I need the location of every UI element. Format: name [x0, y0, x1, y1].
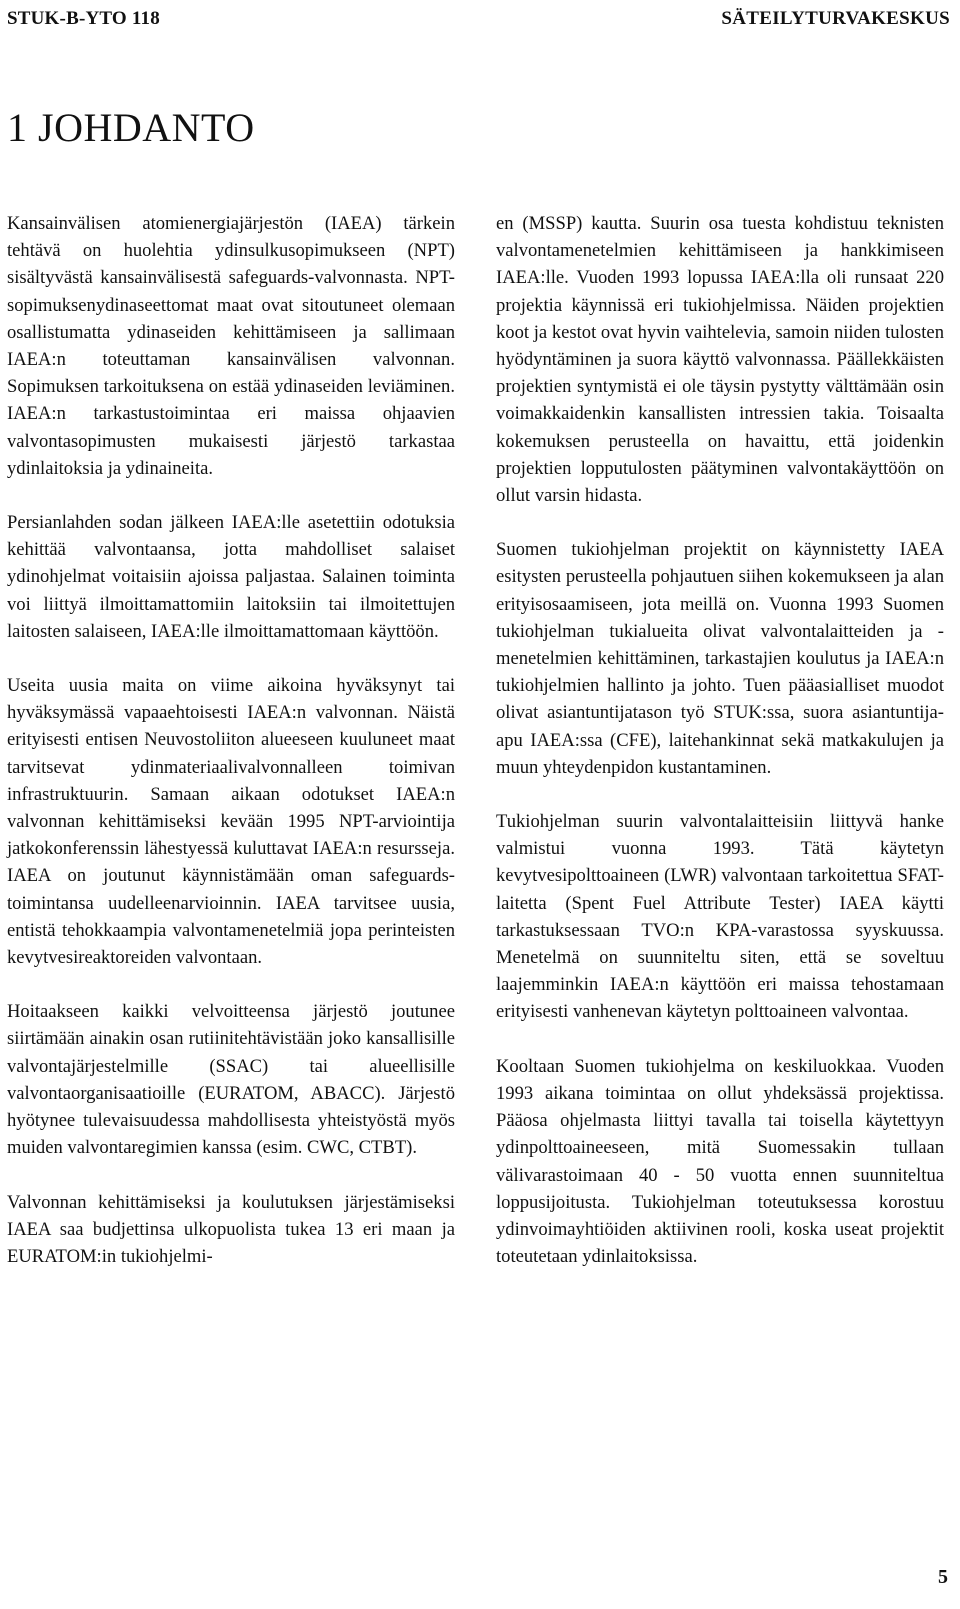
- running-header-report-code: STUK-B-YTO 118: [7, 8, 160, 29]
- paragraph-left-3: Useita uusia maita on viime aikoina hyväksynyt tai hyväksymässä vapaaehtoisesti IAEA:n valvonnan. Näistä erityisesti entisen Neuvostoliiton alueeseen kuuluneet maat tarvitsevat ydinmateriaalivalvonnalleen toimivan infrastruktuurin. Samaan aikaan odotukset IAEA:n valvonnan kehittämiseksi kevään 1995 NPT-arviointija jatkokonferenssin lähestyessä kuluttavat IAEA:n resursseja. IAEA on joutunut käynnistämään oman safeguards-toimintansa uudelleenarvioinnin. IAEA tarvitsee uusia, entistä tehokkaampia valvontamenetelmiä jopa perinteisten kevytvesireaktoreiden valvontaan.: [7, 675, 455, 969]
- section-heading: 1 JOHDANTO: [7, 105, 255, 150]
- paragraph-left-2: Persianlahden sodan jälkeen IAEA:lle asetettiin odotuksia kehittää valvontaansa, jotta mahdolliset salaiset ydinohjelmat voitaisiin ajoissa paljastaa. Salainen toiminta voi liittyä ilmoittamattomiin laitoksiin tai ilmoitettujen laitosten salaiseen, IAEA:lle ilmoittamattomaan käyttöön.: [7, 512, 455, 642]
- running-header-publisher: SÄTEILYTURVAKESKUS: [721, 8, 950, 29]
- page-number: 5: [938, 1566, 948, 1588]
- paragraph-left-5: Valvonnan kehittämiseksi ja koulutuksen järjestämiseksi IAEA saa budjettinsa ulkopuolista tukea 13 eri maan ja EURATOM:in tukiohjelmi-: [7, 1191, 455, 1267]
- paragraph-right-1: en (MSSP) kautta. Suurin osa tuesta kohdistuu teknisten valvontamenetelmien kehittämiseen ja hankkimiseen IAEA:lle. Vuoden 1993 lopussa IAEA:lla oli runsaat 220 projektia käynnissä eri tukiohjelmissa. Näiden projektien koot ja kestot ovat hyvin vaihtelevia, samoin niiden tulosten hyödyntäminen ja suora käyttö valvonnassa. Päällekkäisten projektien syntymistä ei ole täysin pystytty välttämään osin voimakkaidenkin kansallisten intressien takia. Toisaalta kokemuksen perusteella on havaittu, että joidenkin projektien lopputulosten päätyminen valvontakäyttöön on ollut varsin hidasta.: [496, 213, 944, 507]
- paragraph-left-1: Kansainvälisen atomienergiajärjestön (IAEA) tärkein tehtävä on huolehtia ydinsulkusopimukseen (NPT) sisältyvästä kansainvälisestä safeguards-valvonnasta. NPT-sopimuksenydinaseettomat maat ovat sitoutuneet olemaan osallistumatta ydinaseiden kehittämiseen ja sallimaan IAEA:n toteuttaman kansainvälisen valvonnan. Sopimuksen tarkoituksena on estää ydinaseiden leviäminen. IAEA:n tarkastustoimintaa eri maissa ohjaavien valvontasopimusten mukaisesti järjestö tarkastaa ydinlaitoksia ja ydinaineita.: [7, 213, 455, 479]
- left-text-column: [7, 210, 455, 1297]
- right-text-column: [496, 210, 944, 1297]
- paragraph-right-2: Suomen tukiohjelman projektit on käynnistetty IAEA esitysten perusteella pohjautuen siihen kokemukseen ja alan erityisosaamiseen, jota meillä on. Vuonna 1993 Suomen tukiohjelman tukialueita olivat valvontalaitteiden ja -menetelmien kehittäminen, tarkastajien koulutus ja IAEA:n tukiohjelmien hallinto ja johto. Tuen pääasialliset muodot olivat asiantuntijatason työ STUK:ssa, suora asiantuntija-apu IAEA:ssa (CFE), laitehankinnat sekä matkakulujen ja muun yhteydenpidon kustantaminen.: [496, 539, 944, 778]
- paragraph-left-4: Hoitaakseen kaikki velvoitteensa järjestö joutunee siirtämään ainakin osan rutiinitehtävistään joko kansallisille valvontajärjestelmille (SSAC) tai alueellisille valvontaorganisaatioille (EURATOM, ABACC). Järjestö hyötynee tulevaisuudessa mahdollisesta yhteistyöstä myös muiden valvontaregimien kanssa (esim. CWC, CTBT).: [7, 1001, 455, 1159]
- paragraph-right-4: Kooltaan Suomen tukiohjelma on keskiluokkaa. Vuoden 1993 aikana toimintaa on ollut yhdeksässä projektissa. Pääosa ohjelmasta liittyi tavalla tai toisella käytettyyn ydinpolttoaineeseen, mitä Suomessakin tullaan välivarastoimaan 40 - 50 vuotta ennen suunniteltua loppusijoitusta. Tukiohjelman toteutuksessa korostuu ydinvoimayhtiöiden aktiivinen rooli, koska useat projektit toteutetaan ydinlaitoksissa.: [496, 1055, 944, 1268]
- paragraph-right-3: Tukiohjelman suurin valvontalaitteisiin liittyvä hanke valmistui vuonna 1993. Tätä käytetyn kevytvesipolttoaineen (LWR) valvontaan tarkoitettua SFAT-laitetta (Spent Fuel Attribute Tester) IAEA käytti tarkastuksessaan TVO:n KPA-varastossa syyskuussa. Menetelmä on suunniteltu siten, että se soveltuu laajemminkin IAEA:n käyttöön eri maissa tehostamaan erityisesti vanhenevan käytetyn polttoaineen valvontaa.: [496, 811, 944, 1023]
